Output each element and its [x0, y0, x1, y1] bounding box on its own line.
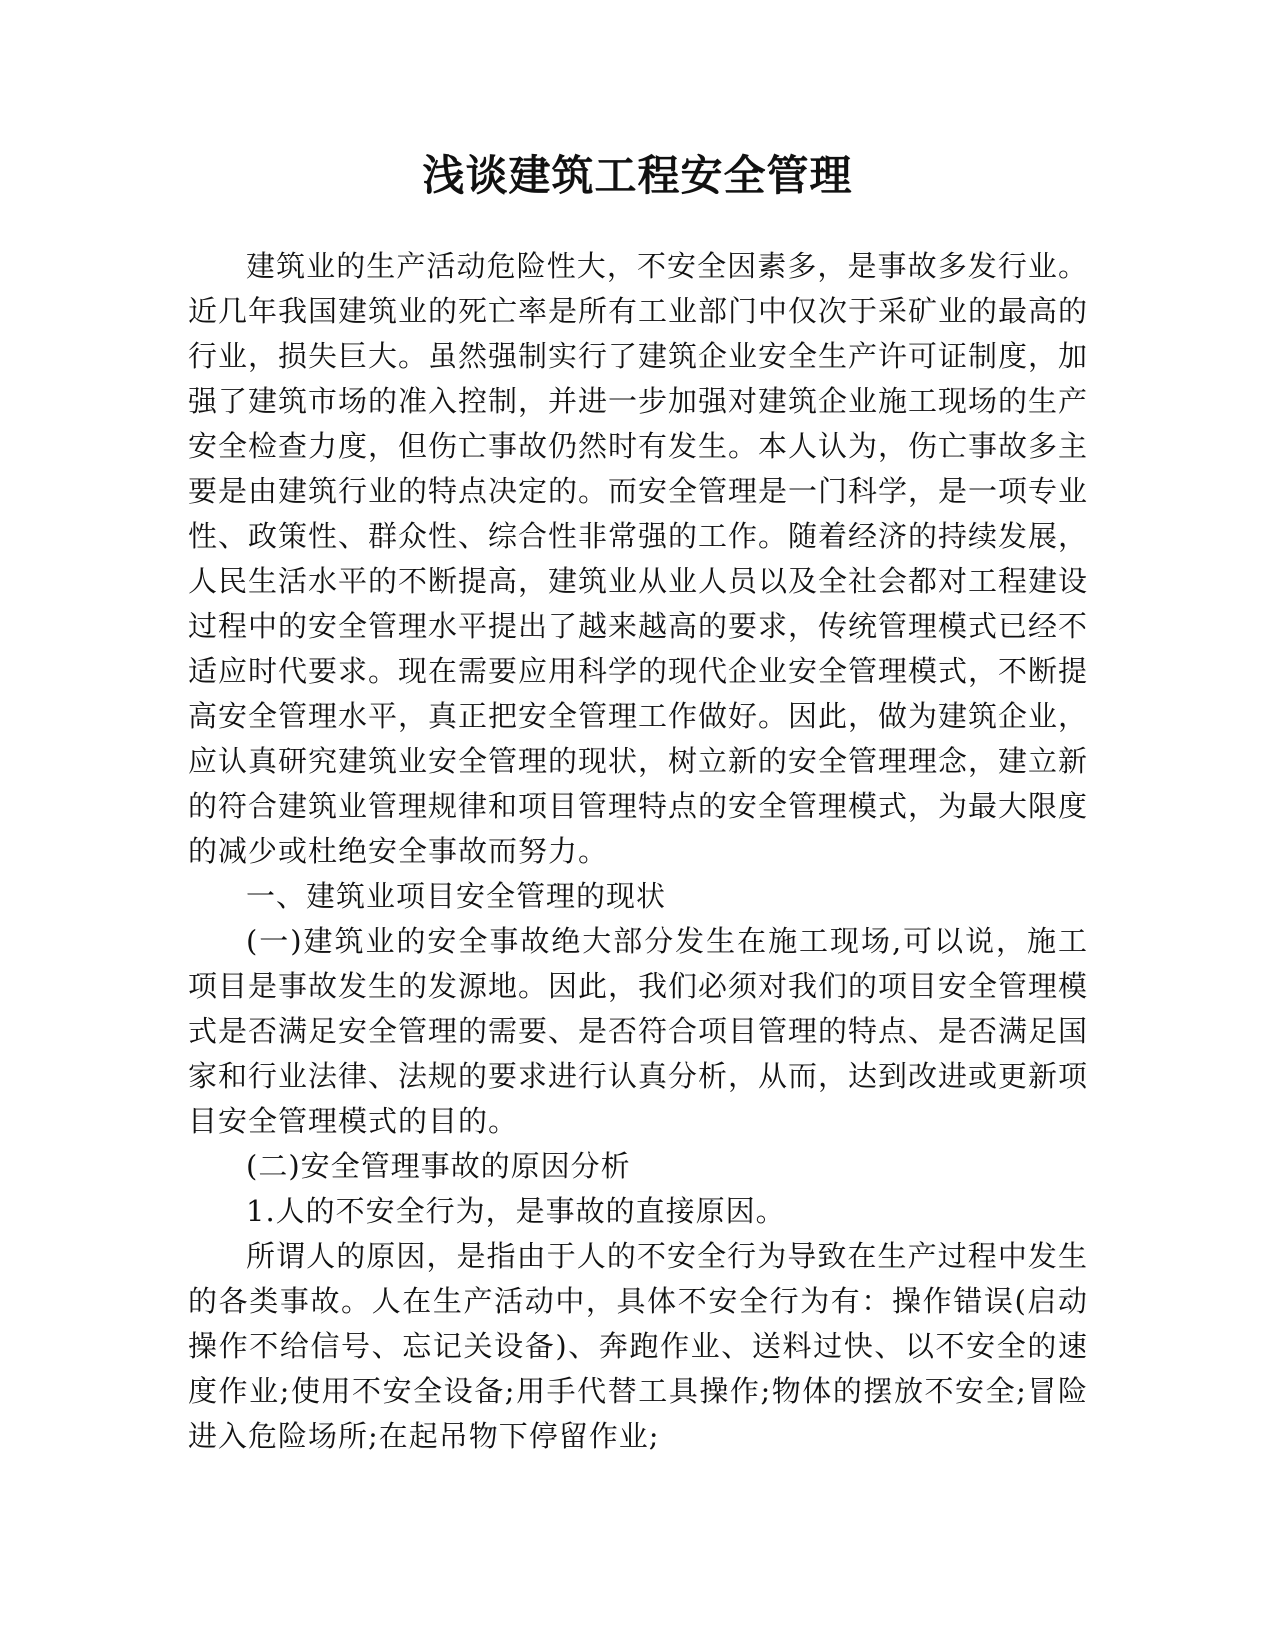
section-heading-1: 一、建筑业项目安全管理的现状	[246, 879, 667, 913]
paragraph-human-factors: 所谓人的原因，是指由于人的不安全行为导致在生产过程中发生的各类事故。人在生产活动中，具体不安全行为有：操作错误(启动操作不给信号、忘记关设备)、奔跑作业、送料过快、以不安全的速度作业;使用不安全设备;用手代替工具操作;物体的摆放不安全;冒险进入危险场所;在起吊物下停留作业;	[188, 1239, 1088, 1453]
paragraph-intro: 建筑业的生产活动危险性大，不安全因素多，是事故多发行业。近几年我国建筑业的死亡率是所有工业部门中仅次于采矿业的最高的行业，损失巨大。虽然强制实行了建筑企业安全生产许可证制度，加强了建筑市场的准入控制，并进一步加强对建筑企业施工现场的生产安全检查力度，但伤亡事故仍然时有发生。本人认为，伤亡事故多主要是由建筑行业的特点决定的。而安全管理是一门科学，是一项专业性、政策性、群众性、综合性非常强的工作。随着经济的持续发展，人民生活水平的不断提高，建筑业从业人员以及全社会都对工程建设过程中的安全管理水平提出了越来越高的要求，传统管理模式已经不适应时代要求。现在需要应用科学的现代企业安全管理模式，不断提高安全管理水平，真正把安全管理工作做好。因此，做为建筑企业，应认真研究建筑业安全管理的现状，树立新的安全管理理念，建立新的符合建筑业管理规律和项目管理特点的安全管理模式，为最大限度的减少或杜绝安全事故而努力。	[188, 249, 1089, 868]
numbered-heading-1: 1.人的不安全行为，是事故的直接原因。	[246, 1194, 786, 1228]
paragraph-subsection-1: (一)建筑业的安全事故绝大部分发生在施工现场,可以说，施工项目是事故发生的发源地。因此，我们必须对我们的项目安全管理模式是否满足安全管理的需要、是否符合项目管理的特点、是否满足国家和行业法律、法规的要求进行认真分析，从而，达到改进或更新项目安全管理模式的目的。	[188, 924, 1089, 1138]
document-title: 浅谈建筑工程安全管理	[422, 151, 853, 200]
subsection-heading-2: (二)安全管理事故的原因分析	[246, 1149, 631, 1183]
document-body	[188, 244, 1088, 1459]
